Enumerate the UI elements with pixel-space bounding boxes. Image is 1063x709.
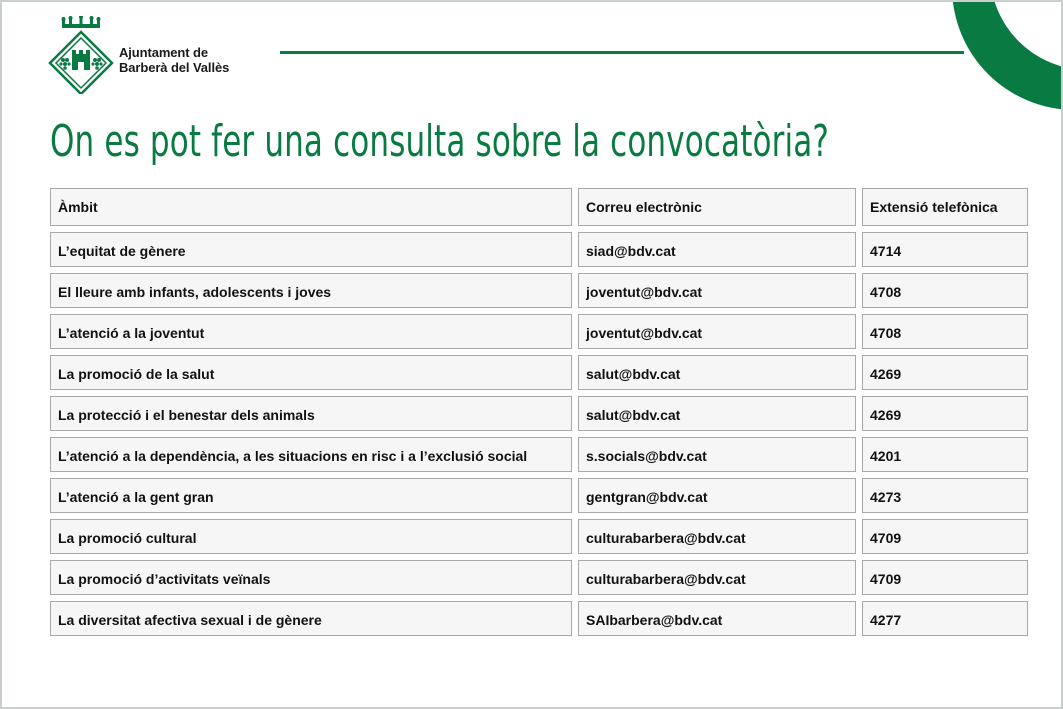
- cell-extension: 4708: [862, 273, 1028, 308]
- cell-email: culturabarbera@bdv.cat: [578, 560, 856, 595]
- table-row: [50, 478, 1028, 513]
- cell-extension: 4277: [862, 601, 1028, 636]
- barbera-crest-icon: [48, 16, 114, 94]
- cell-email: joventut@bdv.cat: [578, 314, 856, 349]
- table-row: [50, 601, 1028, 636]
- organization-name-line1: Ajuntament de: [119, 45, 208, 60]
- column-header-extension: Extensió telefònica: [862, 188, 1028, 226]
- cell-email: salut@bdv.cat: [578, 355, 856, 390]
- organization-name-line2: Barberà del Vallès: [119, 60, 230, 75]
- table-row: [50, 437, 1028, 472]
- cell-ambit: La promoció d’activitats veïnals: [50, 560, 572, 595]
- cell-extension: 4269: [862, 355, 1028, 390]
- column-header-email: Correu electrònic: [578, 188, 856, 226]
- table-header-row: [50, 188, 1028, 226]
- table-row: [50, 560, 1028, 595]
- table-row: [50, 232, 1028, 267]
- cell-email: joventut@bdv.cat: [578, 273, 856, 308]
- contact-table: [44, 182, 1034, 642]
- column-header-ambit: Àmbit: [50, 188, 572, 226]
- cell-ambit: L’atenció a la dependència, a les situacions en risc i a l’exclusió social: [50, 437, 572, 472]
- cell-ambit: L’atenció a la gent gran: [50, 478, 572, 513]
- cell-extension: 4201: [862, 437, 1028, 472]
- table-row: [50, 396, 1028, 431]
- cell-email: culturabarbera@bdv.cat: [578, 519, 856, 554]
- cell-ambit: La protecció i el benestar dels animals: [50, 396, 572, 431]
- cell-extension: 4709: [862, 519, 1028, 554]
- table-row: [50, 273, 1028, 308]
- organization-name: [119, 45, 229, 75]
- cell-extension: 4714: [862, 232, 1028, 267]
- header-divider: [280, 51, 964, 54]
- cell-extension: 4709: [862, 560, 1028, 595]
- table-row: [50, 519, 1028, 554]
- cell-email: siad@bdv.cat: [578, 232, 856, 267]
- cell-ambit: L’equitat de gènere: [50, 232, 572, 267]
- table-row: [50, 314, 1028, 349]
- cell-ambit: La promoció de la salut: [50, 355, 572, 390]
- cell-ambit: La diversitat afectiva sexual i de gènere: [50, 601, 572, 636]
- cell-email: s.socials@bdv.cat: [578, 437, 856, 472]
- cell-extension: 4708: [862, 314, 1028, 349]
- cell-ambit: La promoció cultural: [50, 519, 572, 554]
- page-title: On es pot fer una consulta sobre la convocatòria?: [50, 116, 830, 167]
- table-row: [50, 355, 1028, 390]
- cell-email: salut@bdv.cat: [578, 396, 856, 431]
- cell-email: SAIbarbera@bdv.cat: [578, 601, 856, 636]
- cell-ambit: L’atenció a la joventut: [50, 314, 572, 349]
- cell-extension: 4269: [862, 396, 1028, 431]
- cell-ambit: El lleure amb infants, adolescents i joves: [50, 273, 572, 308]
- cell-email: gentgran@bdv.cat: [578, 478, 856, 513]
- cell-extension: 4273: [862, 478, 1028, 513]
